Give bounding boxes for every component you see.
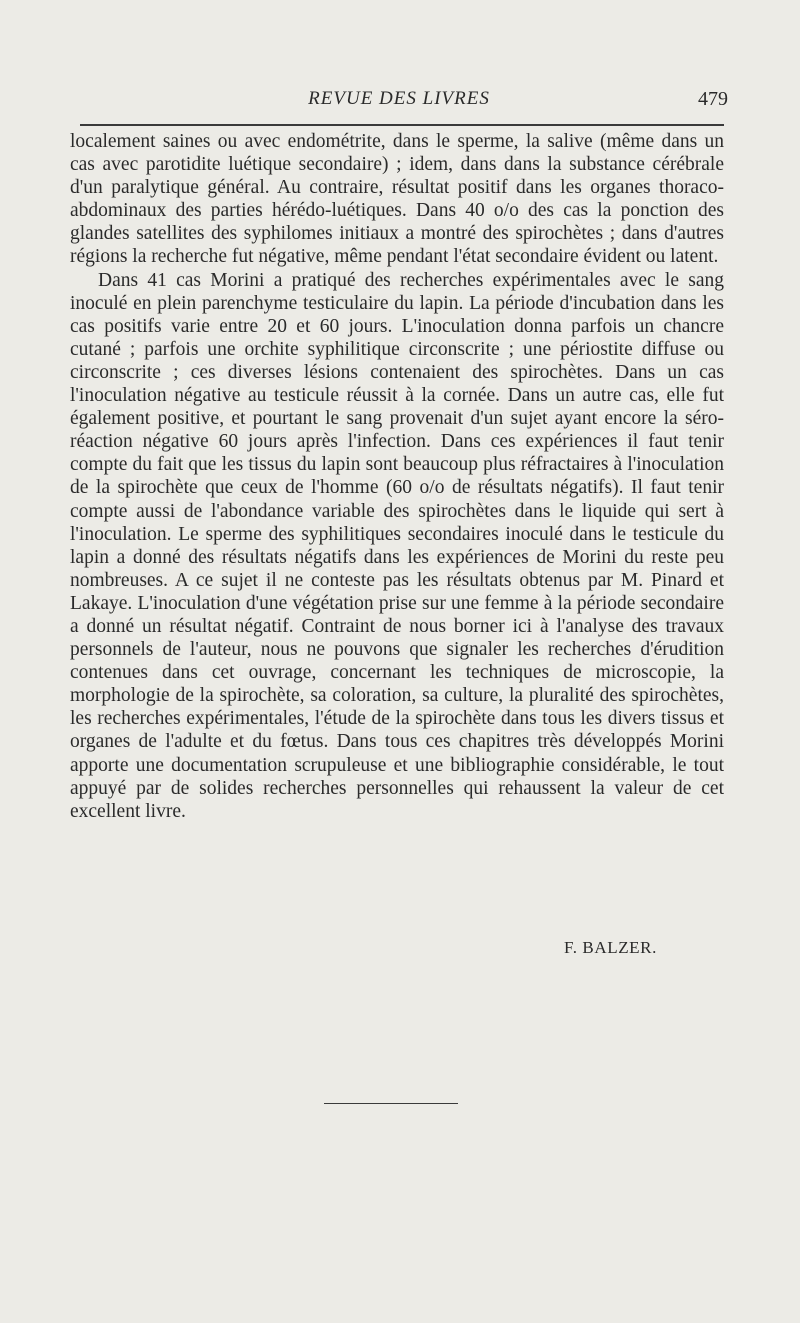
author-signature: F. BALZER.: [564, 938, 657, 957]
paragraph-1: localement saines ou avec endométrite, dans le sperme, la salive (même dans un cas avec parotidite luétique secondaire) ; idem, dans dans la substance cérébrale d'un paralytique général. Au contraire, résultat positif dans les organes thoraco-abdominaux des parties hérédo-luétiques. Dans 40 o/o des cas la ponction des glandes satellites des syphilomes initiaux a montré des spirochètes ; dans d'autres régions la recherche fut négative, même pendant l'état secondaire évident ou latent.: [70, 131, 724, 268]
page-number: 479: [698, 88, 728, 110]
review-text: [70, 130, 724, 823]
end-rule: [324, 1103, 458, 1104]
paragraph-2: Dans 41 cas Morini a pratiqué des recherches expérimentales avec le sang inoculé en plein parenchyme testiculaire du lapin. La période d'incubation dans les cas positifs varie entre 20 et 60 jours. L'inoculation donna parfois un chancre cutané ; parfois une orchite syphilitique circonscrite ; une périostite diffuse ou circonscrite ; ces diverses lésions contenaient des spirochètes. Dans un cas l'inoculation négative au testicule réussit à la cornée. Dans un autre cas, elle fut également positive, et pourtant le sang provenait d'un sujet ayant encore la séro-réaction négative 60 jours après l'infection. Dans ces expériences il faut tenir compte du fait que les tissus du lapin sont beaucoup plus réfractaires à l'inoculation de la spirochète que ceux de l'homme (60 o/o de résultats négatifs). Il faut tenir compte aussi de l'abondance variable des spirochètes dans le liquide qui sert à l'inoculation. Le sperme des syphilitiques secondaires inoculé dans le testicule du lapin a donné des résultats négatifs dans les expériences de Morini du reste peu nombreuses. A ce sujet il ne conteste pas les résultats obtenus par M. Pinard et Lakaye. L'inoculation d'une végétation prise sur une femme à la période secondaire a donné un résultat négatif. Contraint de nous borner ici à l'analyse des travaux personnels de l'auteur, nous ne pouvons que signaler les recherches d'érudition contenues dans cet ouvrage, concernant les techniques de microscopie, la morphologie de la spirochète, sa coloration, sa culture, la pluralité des spirochètes, les recherches expérimentales, l'étude de la spirochète dans tous les divers tissus et organes de l'adulte et du fœtus. Dans tous ces chapitres très développés Morini apporte une documentation scrupuleuse et une bibliographie considérable, le tout appuyé par de solides recherches personnelles qui rehaussent la valeur de cet excellent livre.: [70, 269, 724, 822]
running-head: [70, 84, 728, 114]
running-title: REVUE DES LIVRES: [308, 88, 490, 109]
header-rule: [80, 124, 724, 126]
